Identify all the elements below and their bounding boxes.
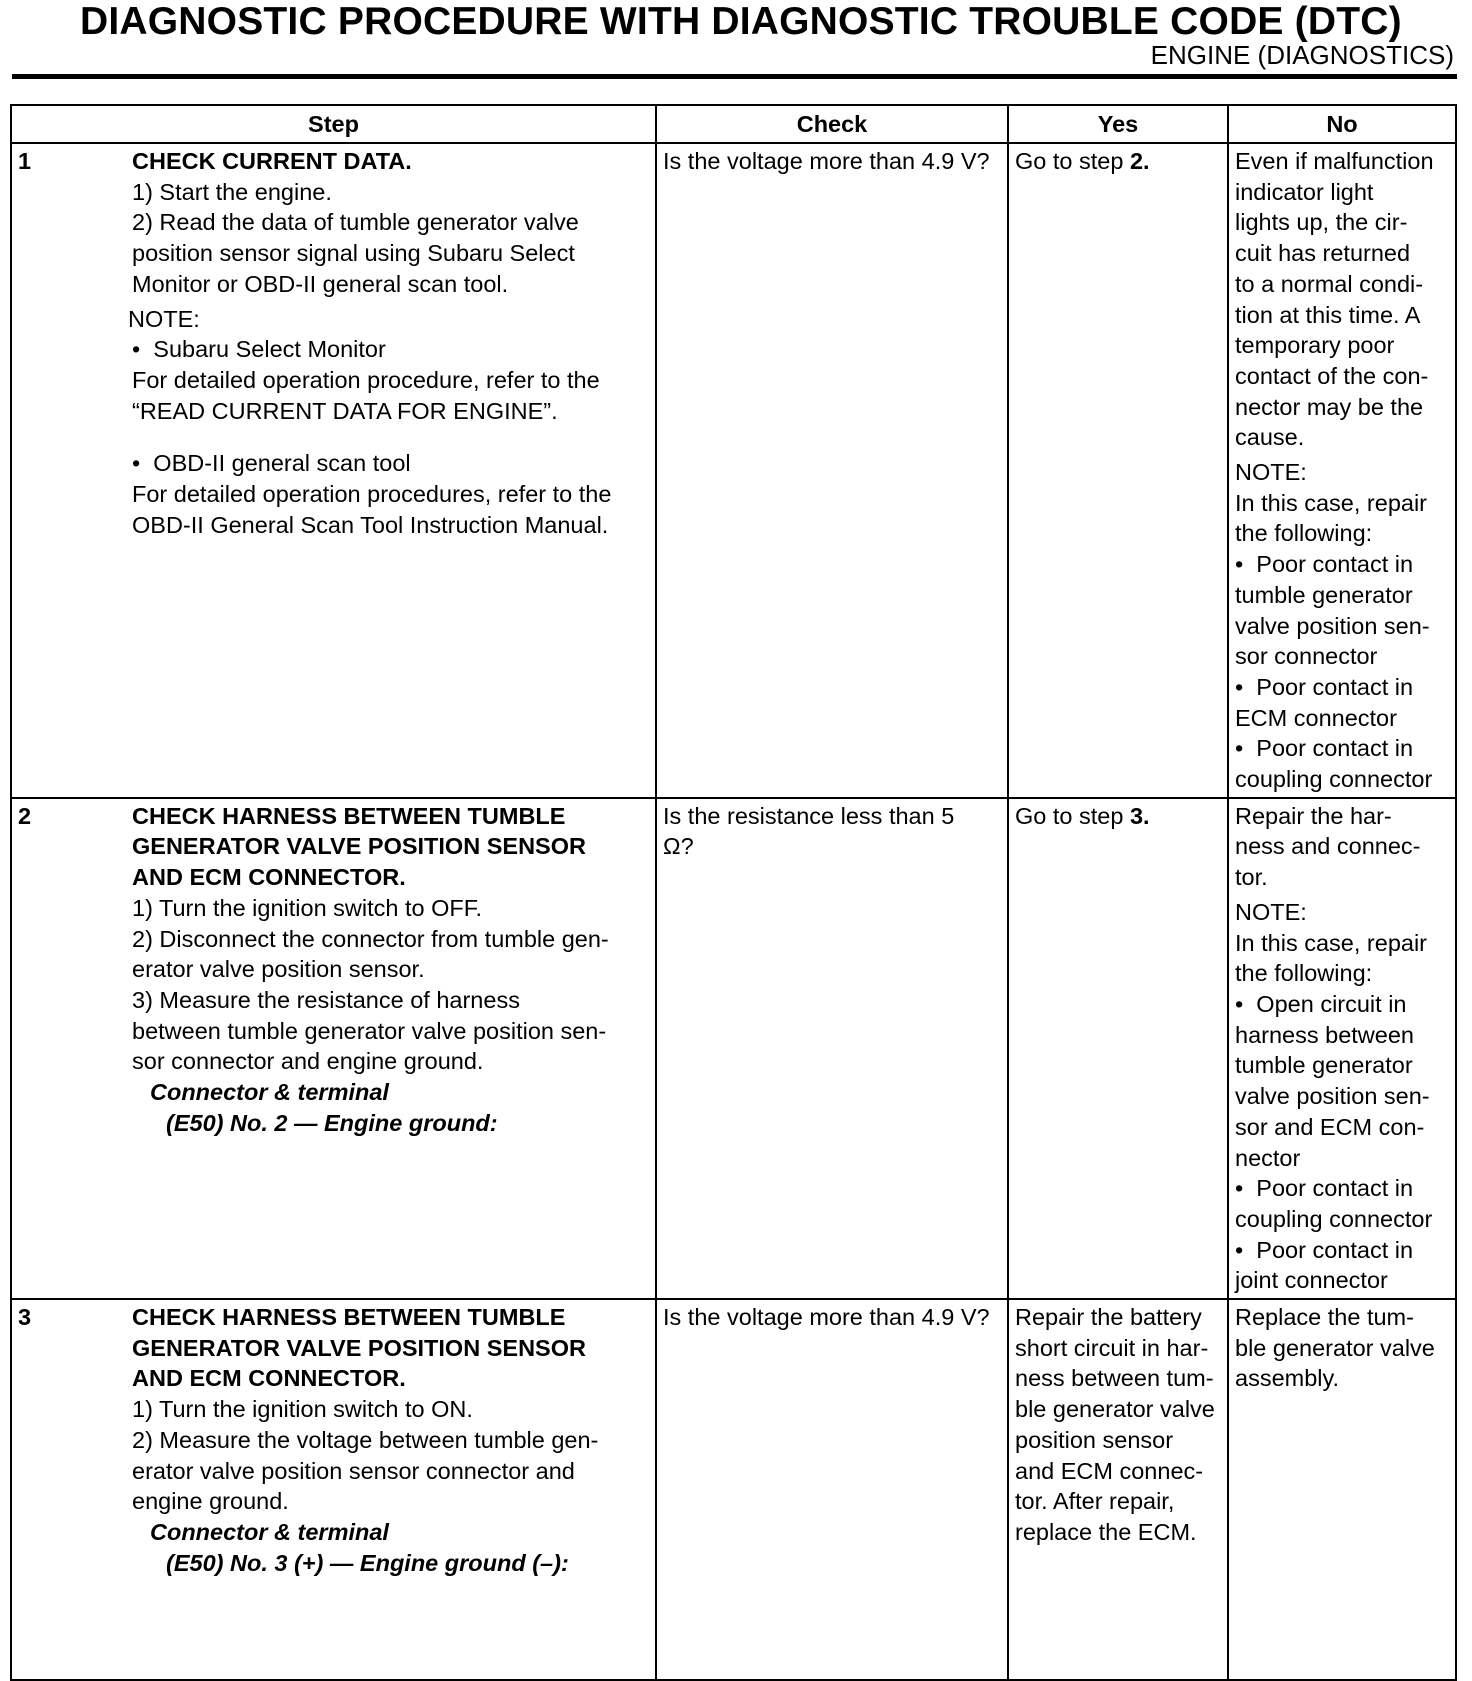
connector-terminal-spec: (E50) No. 2 — Engine ground: <box>166 1109 498 1136</box>
step-body <box>128 146 642 540</box>
no-line: assembly. <box>1235 1365 1340 1392</box>
no-line: the following: <box>1235 960 1373 987</box>
yes-line: ness between tum- <box>1015 1365 1214 1392</box>
yes-line: ble generator valve <box>1015 1396 1215 1423</box>
no-bullet: • Poor contact in <box>1235 672 1450 703</box>
no-line: the following: <box>1235 520 1373 547</box>
yes-line: tor. After repair, <box>1015 1488 1175 1515</box>
yes-cell <box>1008 143 1228 798</box>
no-bullet: • Poor contact in <box>1235 1235 1450 1266</box>
table-row <box>11 143 1456 798</box>
no-line: tion at this time. A <box>1235 301 1421 328</box>
no-note-label: NOTE: <box>1235 898 1307 925</box>
yes-line: short circuit in har- <box>1015 1334 1209 1361</box>
check-cell <box>656 1299 1008 1680</box>
no-line: nector <box>1235 1144 1301 1171</box>
no-bullet: • Poor contact in <box>1235 733 1450 764</box>
step-instruction: sor connector and engine ground. <box>132 1048 484 1075</box>
no-line: cause. <box>1235 424 1305 451</box>
step-instruction: erator valve position sensor connector and <box>132 1457 575 1484</box>
yes-line: position sensor <box>1015 1426 1174 1453</box>
step-cell <box>11 798 656 1299</box>
no-line: coupling connector <box>1235 1205 1433 1232</box>
step-number: 1 <box>18 148 32 174</box>
no-line: indicator light <box>1235 178 1374 205</box>
yes-cell <box>1008 1299 1228 1680</box>
step-instruction: between tumble generator valve position sen- <box>132 1017 607 1044</box>
step-instruction: 2) Disconnect the connector from tumble gen- <box>132 925 609 952</box>
yes-step-link: 3. <box>1129 802 1150 829</box>
step-instruction: Monitor or OBD-II general scan tool. <box>132 270 509 297</box>
step-heading: CHECK HARNESS BETWEEN TUMBLE <box>132 1304 566 1331</box>
no-line: harness between <box>1235 1021 1414 1048</box>
yes-line: replace the ECM. <box>1015 1518 1197 1545</box>
check-cell <box>656 143 1008 798</box>
step-heading: GENERATOR VALVE POSITION SENSOR <box>132 1334 586 1361</box>
no-bullet: • Poor contact in <box>1235 549 1450 580</box>
no-bullet: • Open circuit in <box>1235 989 1450 1020</box>
note-label: NOTE: <box>128 305 200 332</box>
no-line: Repair the har- <box>1235 802 1392 829</box>
note-bullet: • OBD-II general scan tool <box>132 448 642 479</box>
yes-text: Go to step <box>1015 802 1130 829</box>
note-text: OBD-II General Scan Tool Instruction Manual. <box>132 511 609 538</box>
no-line: tumble generator <box>1235 581 1413 608</box>
table-header-row <box>11 105 1456 143</box>
section-subtitle: ENGINE (DIAGNOSTICS) <box>1150 40 1454 70</box>
step-instruction: engine ground. <box>132 1488 289 1515</box>
step-instruction: 3) Measure the resistance of harness <box>132 986 520 1013</box>
no-note-label: NOTE: <box>1235 459 1307 486</box>
connector-terminal-label: Connector & terminal <box>150 1518 389 1545</box>
no-line: cuit has returned <box>1235 240 1411 267</box>
table-row <box>11 798 1456 1299</box>
connector-terminal-spec: (E50) No. 3 (+) — Engine ground (–): <box>166 1549 569 1576</box>
no-cell <box>1228 143 1456 798</box>
diagnostic-table <box>10 104 1457 1681</box>
no-line: valve position sen- <box>1235 1083 1430 1110</box>
step-heading: CHECK HARNESS BETWEEN TUMBLE <box>132 802 566 829</box>
check-question: Is the resistance less than 5 <box>663 802 955 829</box>
no-line: In this case, repair <box>1235 489 1428 516</box>
column-header-no: No <box>1228 105 1456 143</box>
step-number: 2 <box>18 802 32 829</box>
step-cell <box>11 143 656 798</box>
check-question: Ω? <box>663 833 694 860</box>
no-line: contact of the con- <box>1235 362 1429 389</box>
step-instruction: 1) Start the engine. <box>132 178 332 205</box>
check-question: Is the voltage more than 4.9 V? <box>663 148 990 174</box>
page-title: DIAGNOSTIC PROCEDURE WITH DIAGNOSTIC TROUBLE CODE (DTC) <box>80 0 1402 43</box>
step-cell <box>11 1299 656 1680</box>
table-row <box>11 1299 1456 1680</box>
no-line: joint connector <box>1235 1267 1388 1294</box>
step-instruction: 1) Turn the ignition switch to ON. <box>132 1396 473 1423</box>
column-header-step: Step <box>11 105 656 143</box>
no-cell <box>1228 798 1456 1299</box>
step-body <box>132 801 642 1139</box>
no-bullet: • Poor contact in <box>1235 1173 1450 1204</box>
no-line: lights up, the cir- <box>1235 209 1408 236</box>
note-text: For detailed operation procedure, refer to the <box>132 366 600 393</box>
step-heading: GENERATOR VALVE POSITION SENSOR <box>132 833 586 860</box>
no-line: sor and ECM con- <box>1235 1113 1425 1140</box>
no-line: to a normal condi- <box>1235 270 1424 297</box>
yes-line: and ECM connec- <box>1015 1457 1204 1484</box>
check-cell <box>656 798 1008 1299</box>
column-header-yes: Yes <box>1008 105 1228 143</box>
no-line: coupling connector <box>1235 766 1433 793</box>
no-line: In this case, repair <box>1235 929 1428 956</box>
no-line: temporary poor <box>1235 332 1395 359</box>
yes-line: Repair the battery <box>1015 1304 1202 1331</box>
step-heading: CHECK CURRENT DATA. <box>132 148 412 174</box>
yes-step-link: 2. <box>1129 148 1150 174</box>
check-question: Is the voltage more than 4.9 V? <box>663 1304 990 1331</box>
no-cell <box>1228 1299 1456 1680</box>
no-line: sor connector <box>1235 643 1378 670</box>
no-line: tumble generator <box>1235 1052 1413 1079</box>
step-instruction: 2) Measure the voltage between tumble gen- <box>132 1426 599 1453</box>
step-heading: AND ECM CONNECTOR. <box>132 1365 406 1392</box>
no-line: ble generator valve <box>1235 1334 1435 1361</box>
no-line: tor. <box>1235 864 1268 891</box>
connector-terminal-label: Connector & terminal <box>150 1079 389 1106</box>
note-text: For detailed operation procedures, refer to the <box>132 481 612 508</box>
column-header-check: Check <box>656 105 1008 143</box>
no-line: Replace the tum- <box>1235 1304 1414 1331</box>
no-line: Even if malfunction <box>1235 148 1434 174</box>
note-bullet: • Subaru Select Monitor <box>132 334 642 365</box>
yes-text: Go to step <box>1015 148 1130 174</box>
no-line: nector may be the <box>1235 393 1424 420</box>
step-instruction: 2) Read the data of tumble generator valve <box>132 209 579 236</box>
step-instruction: 1) Turn the ignition switch to OFF. <box>132 894 483 921</box>
step-body <box>132 1302 642 1578</box>
yes-cell <box>1008 798 1228 1299</box>
header-rule <box>12 74 1457 79</box>
step-heading: AND ECM CONNECTOR. <box>132 864 406 891</box>
no-line: ness and connec- <box>1235 833 1421 860</box>
step-instruction: position sensor signal using Subaru Select <box>132 240 575 267</box>
no-line: valve position sen- <box>1235 612 1430 639</box>
note-text: “READ CURRENT DATA FOR ENGINE”. <box>132 397 558 424</box>
step-number: 3 <box>18 1304 32 1331</box>
step-instruction: erator valve position sensor. <box>132 956 425 983</box>
no-line: ECM connector <box>1235 704 1397 731</box>
